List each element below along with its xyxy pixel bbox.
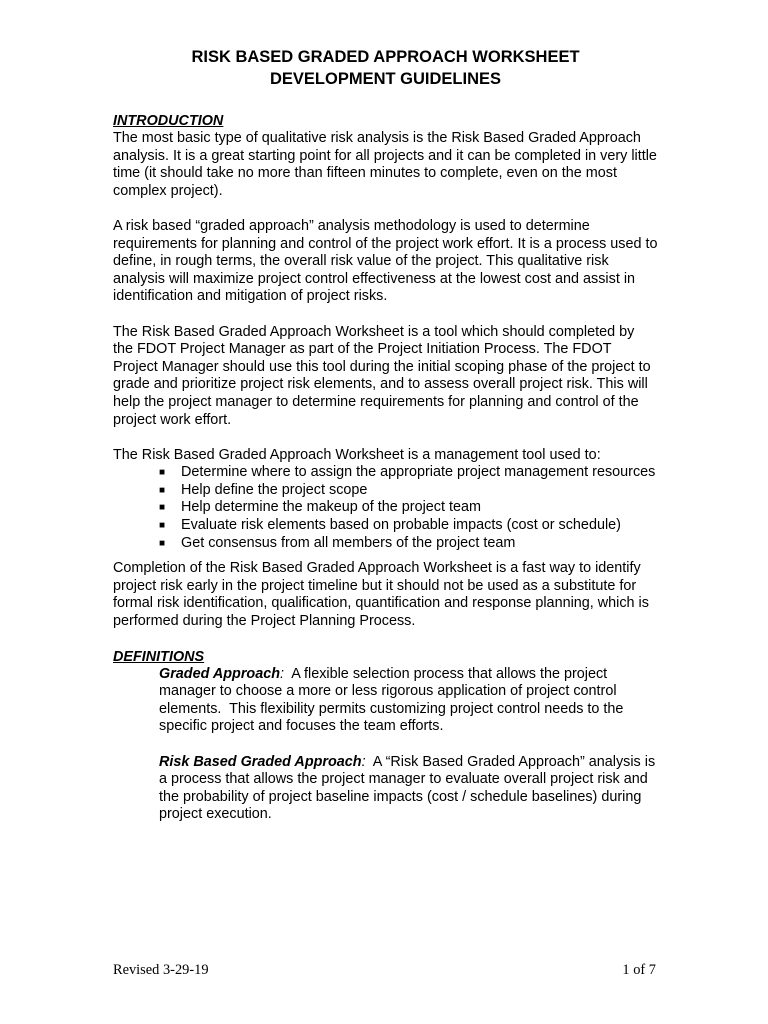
definitions-heading: DEFINITIONS: [113, 648, 205, 665]
footer-revised-date: Revised 3-29-19: [113, 962, 209, 978]
definition-risk-based-graded-approach: [113, 754, 658, 824]
square-bullet-icon: ■: [159, 502, 166, 514]
footer-page-number: 1 of 7: [622, 962, 656, 978]
definition-term: Graded Approach: [159, 665, 281, 682]
intro-paragraph-2: A risk based “graded approach” analysis methodology is used to determine requirements for planning and control of the project work effort. It is a process used to define, in rough terms, the overall risk value of the project. This qualitative risk analysis will maximize project control effectiveness at the lowest cost and assist in identification and mitigation of project risks.: [113, 217, 658, 305]
square-bullet-icon: ■: [159, 520, 166, 532]
list-item: [159, 499, 658, 517]
introduction-heading: INTRODUCTION: [113, 113, 224, 129]
document-page: [113, 46, 658, 824]
intro-paragraph-3: The Risk Based Graded Approach Worksheet is a tool which should completed by the FDOT Project Manager as part of the Project Initiation Process. The FDOT Project Manager should use this tool during the initial scoping phase of the project to grade and prioritize project risk elements, and to assess overall project risk. This will help the project manager to determine requirements for planning and control of the project work effort.: [113, 323, 651, 428]
list-item: [159, 535, 658, 553]
list-item: [159, 464, 658, 482]
intro-closing-paragraph: Completion of the Risk Based Graded Approach Worksheet is a fast way to identify project risk early in the project timeline but it should not be used as a substitute for formal risk identification, qualification, quantification and response planning, which is performed during the Project Planning Process.: [113, 560, 649, 630]
square-bullet-icon: ■: [159, 467, 166, 479]
bullet-text: Help determine the makeup of the project team: [181, 499, 481, 516]
definition-colon: :: [280, 665, 285, 682]
bullet-text: Help define the project scope: [181, 481, 368, 498]
definition-graded-approach: [113, 666, 658, 736]
square-bullet-icon: ■: [159, 484, 166, 496]
document-title-line-1: RISK BASED GRADED APPROACH WORKSHEET: [191, 48, 580, 66]
bullet-text: Determine where to assign the appropriate project management resources: [181, 464, 656, 481]
definition-term: Risk Based Graded Approach: [159, 753, 362, 770]
square-bullet-icon: ■: [159, 537, 166, 549]
list-item: [159, 517, 658, 535]
purpose-bullet-list: [113, 464, 658, 552]
definition-colon: :: [361, 753, 366, 770]
list-item: [159, 482, 658, 500]
intro-paragraph-1: The most basic type of qualitative risk analysis is the Risk Based Graded Approach analysis. It is a great starting point for all projects and it can be completed in very little time (it should take no more than fifteen minutes to complete, even on the most complex project).: [113, 130, 657, 199]
bullet-text: Evaluate risk elements based on probable impacts (cost or schedule): [181, 517, 621, 534]
document-title-line-2: DEVELOPMENT GUIDELINES: [269, 70, 502, 88]
bullet-text: Get consensus from all members of the project team: [181, 534, 516, 551]
definition-text: A flexible selection process that allows the project manager to choose a more or less rigorous application of project control elements. This flexibility permits customizing project control needs to the specific project and focuses the team efforts.: [159, 665, 628, 735]
intro-paragraph-4: The Risk Based Graded Approach Worksheet is a management tool used to:: [113, 446, 601, 463]
definition-text: A “Risk Based Graded Approach” analysis is a process that allows the project manager to evaluate overall project risk and the probability of project baseline impacts (cost / schedule baselines) during project execution.: [159, 753, 660, 823]
